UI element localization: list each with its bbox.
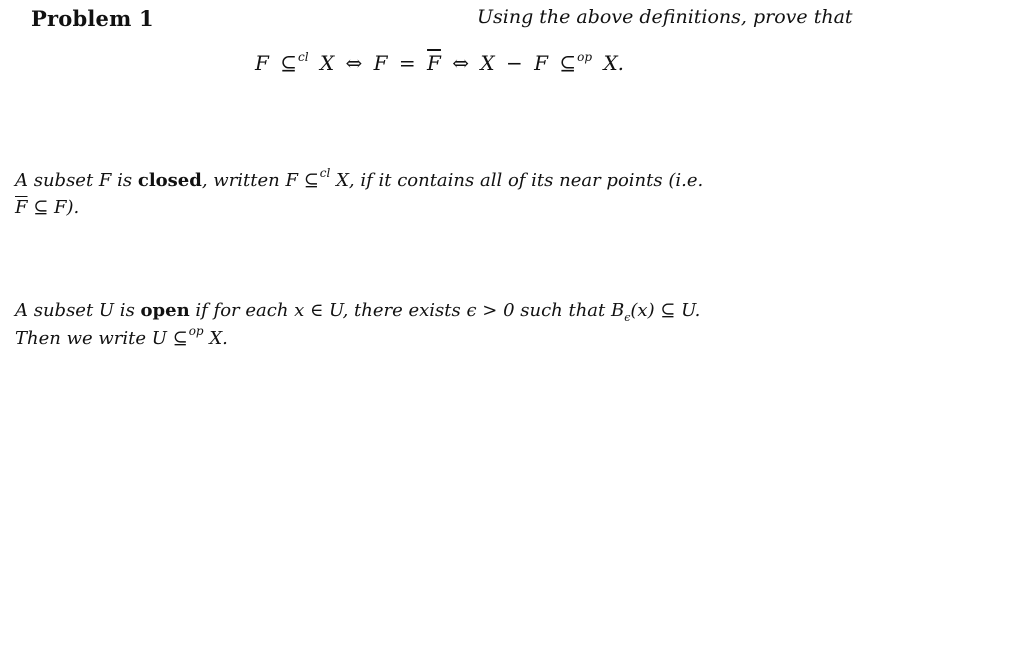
eq-F1: F bbox=[255, 51, 269, 75]
open-definition-line2 bbox=[15, 326, 700, 353]
problem-title: Problem 1 bbox=[31, 6, 154, 31]
eq-subset2 bbox=[559, 51, 592, 75]
open-line2-a: Then we write U ⊆ bbox=[15, 328, 188, 349]
eq-subset1 bbox=[280, 51, 308, 75]
eq-F2: F bbox=[373, 51, 388, 75]
closed-line1-a: A subset F is bbox=[15, 170, 138, 191]
closed-definition bbox=[15, 168, 703, 221]
closed-line1-c: X, if it contains all of its near points (i.e. bbox=[330, 170, 704, 191]
open-eps-subscript: ϵ bbox=[624, 311, 631, 324]
closed-definition-line2 bbox=[15, 195, 703, 221]
open-line2-b: X. bbox=[203, 328, 228, 349]
open-definition bbox=[15, 298, 700, 353]
eq-F-closure: $\overline{F}$ bbox=[427, 51, 441, 75]
eq-X1: X bbox=[319, 51, 335, 75]
eq-F3: F bbox=[534, 51, 549, 75]
eq-iff1: ⇔ bbox=[345, 51, 363, 75]
equivalence-equation bbox=[255, 51, 624, 75]
open-line1-b: if for each x ∈ U, there exists ϵ > 0 such that B bbox=[189, 300, 625, 321]
eq-subset1-symbol: ⊆ bbox=[280, 51, 298, 75]
closed-cl-superscript: cl bbox=[319, 166, 331, 180]
closed-line2-rest: ⊆ F). bbox=[27, 197, 80, 218]
open-op-superscript: op bbox=[188, 324, 204, 338]
eq-cl-superscript: cl bbox=[298, 50, 309, 64]
closed-definition-line1 bbox=[15, 168, 703, 195]
open-line1-a: A subset U is bbox=[15, 300, 141, 321]
problem-instruction: Using the above definitions, prove that bbox=[477, 6, 853, 28]
closed-line1-b: , written F ⊆ bbox=[201, 170, 319, 191]
eq-iff2: ⇔ bbox=[452, 51, 470, 75]
closed-F-closure: $\overline{F}$ bbox=[15, 197, 28, 218]
eq-X3: X. bbox=[603, 51, 625, 75]
eq-X2: X bbox=[480, 51, 495, 75]
eq-op-superscript: op bbox=[577, 50, 593, 64]
eq-minus: − bbox=[506, 51, 523, 75]
eq-subset2-symbol: ⊆ bbox=[559, 51, 577, 75]
eq-equals: = bbox=[398, 51, 416, 75]
open-term: open bbox=[140, 300, 190, 321]
open-definition-line1 bbox=[15, 298, 700, 326]
open-line1-c: (x) ⊆ U. bbox=[630, 300, 701, 321]
closed-term: closed bbox=[137, 170, 202, 191]
